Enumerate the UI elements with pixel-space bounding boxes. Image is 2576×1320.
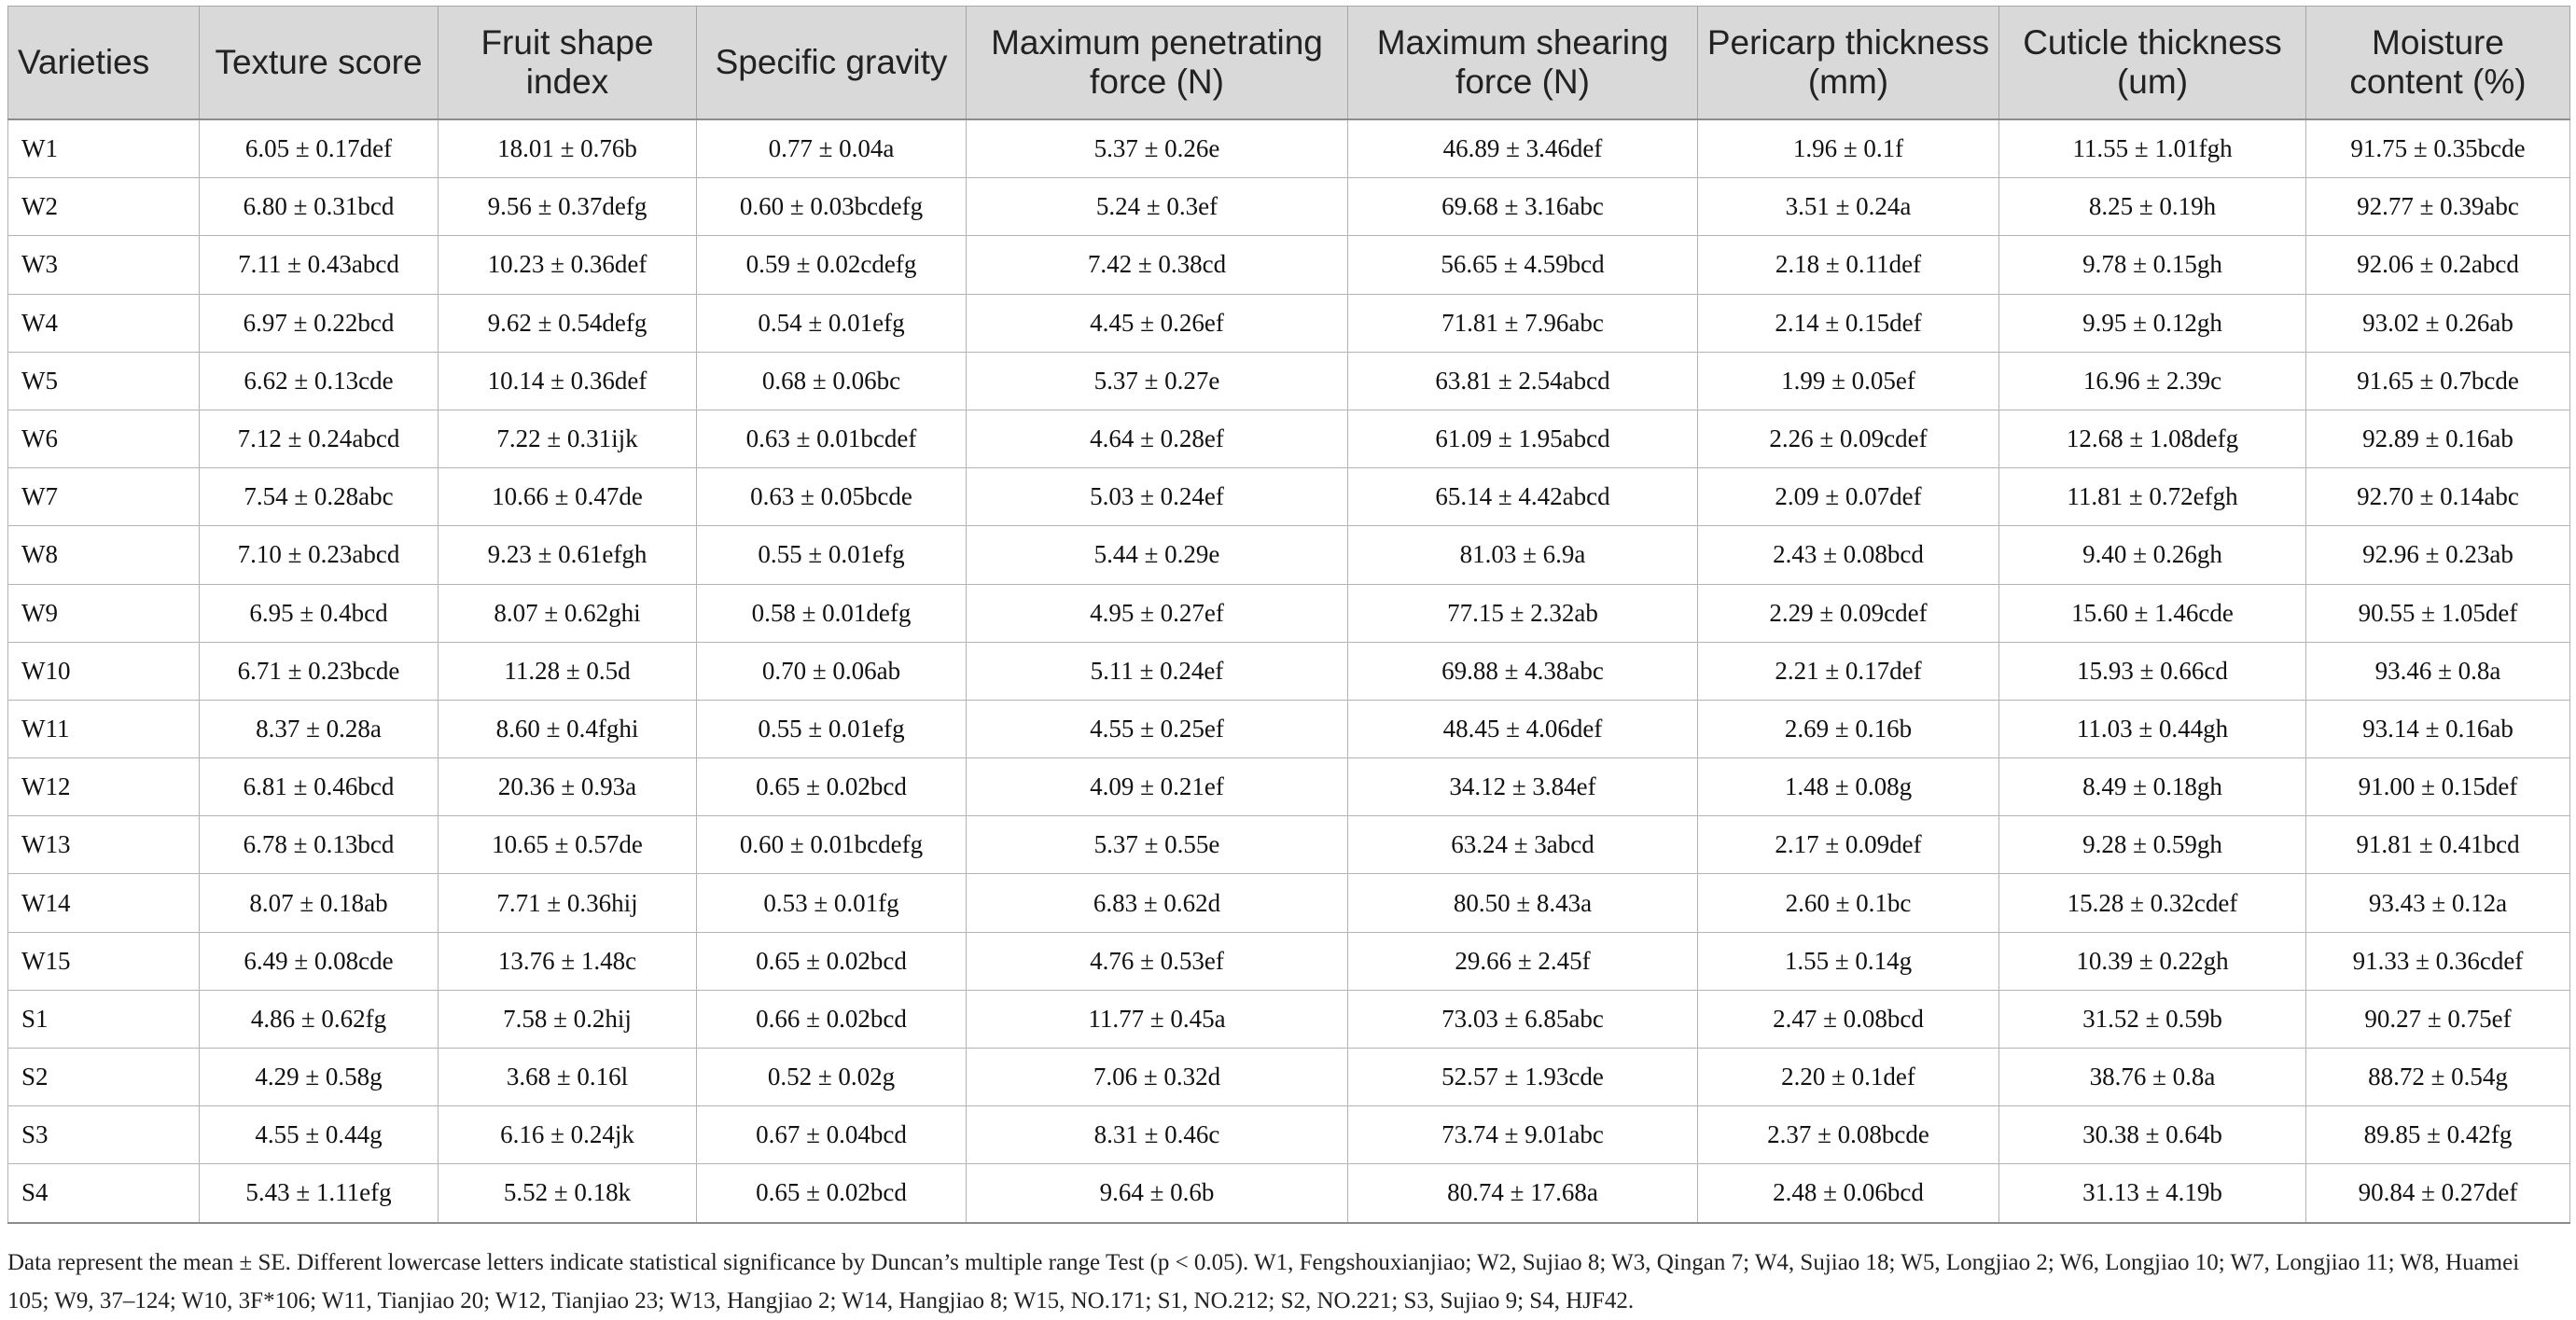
- header-varieties: Varieties: [8, 7, 200, 120]
- table-cell: 80.74 ± 17.68a: [1348, 1164, 1698, 1223]
- table-cell: 48.45 ± 4.06def: [1348, 700, 1698, 757]
- table-cell: 0.65 ± 0.02bcd: [697, 1164, 967, 1223]
- table-cell: 52.57 ± 1.93cde: [1348, 1049, 1698, 1106]
- table-cell: 2.48 ± 0.06bcd: [1698, 1164, 1999, 1223]
- table-cell: 91.33 ± 0.36cdef: [2306, 932, 2570, 990]
- header-moisture-content: Moisture content (%): [2306, 7, 2570, 120]
- table-cell: 2.29 ± 0.09cdef: [1698, 584, 1999, 642]
- variety-cell: W7: [8, 468, 200, 526]
- header-max-shearing-force: Maximum shearing force (N): [1348, 7, 1698, 120]
- table-cell: 4.29 ± 0.58g: [200, 1049, 439, 1106]
- table-cell: 2.09 ± 0.07def: [1698, 468, 1999, 526]
- table-cell: 4.09 ± 0.21ef: [967, 758, 1348, 816]
- table-cell: 0.67 ± 0.04bcd: [697, 1106, 967, 1164]
- table-cell: 90.27 ± 0.75ef: [2306, 990, 2570, 1048]
- table-cell: 0.70 ± 0.06ab: [697, 642, 967, 700]
- table-cell: 88.72 ± 0.54g: [2306, 1049, 2570, 1106]
- table-cell: 7.11 ± 0.43abcd: [200, 236, 439, 294]
- table-cell: 30.38 ± 0.64b: [1999, 1106, 2306, 1164]
- variety-cell: W9: [8, 584, 200, 642]
- table-cell: 4.76 ± 0.53ef: [967, 932, 1348, 990]
- table-cell: 63.24 ± 3abcd: [1348, 816, 1698, 874]
- table-cell: 7.10 ± 0.23abcd: [200, 526, 439, 584]
- table-cell: 1.55 ± 0.14g: [1698, 932, 1999, 990]
- table-cell: 15.93 ± 0.66cd: [1999, 642, 2306, 700]
- table-cell: 80.50 ± 8.43a: [1348, 874, 1698, 932]
- header-fruit-shape-index: Fruit shape index: [439, 7, 697, 120]
- table-cell: 5.43 ± 1.11efg: [200, 1164, 439, 1223]
- table-cell: 2.60 ± 0.1bc: [1698, 874, 1999, 932]
- table-cell: 92.06 ± 0.2abcd: [2306, 236, 2570, 294]
- table-cell: 4.55 ± 0.44g: [200, 1106, 439, 1164]
- table-cell: 93.43 ± 0.12a: [2306, 874, 2570, 932]
- table-row: [8, 816, 2570, 874]
- table-cell: 0.54 ± 0.01efg: [697, 294, 967, 352]
- variety-cell: S4: [8, 1164, 200, 1223]
- table-cell: 0.60 ± 0.01bcdefg: [697, 816, 967, 874]
- table-cell: 5.03 ± 0.24ef: [967, 468, 1348, 526]
- table-cell: 91.81 ± 0.41bcd: [2306, 816, 2570, 874]
- table-cell: 6.71 ± 0.23bcde: [200, 642, 439, 700]
- table-cell: 0.55 ± 0.01efg: [697, 526, 967, 584]
- variety-cell: S2: [8, 1049, 200, 1106]
- table-cell: 0.52 ± 0.02g: [697, 1049, 967, 1106]
- table-cell: 2.21 ± 0.17def: [1698, 642, 1999, 700]
- table-cell: 0.66 ± 0.02bcd: [697, 990, 967, 1048]
- table-cell: 9.23 ± 0.61efgh: [439, 526, 697, 584]
- table-cell: 11.55 ± 1.01fgh: [1999, 119, 2306, 178]
- table-cell: 93.14 ± 0.16ab: [2306, 700, 2570, 757]
- table-cell: 69.88 ± 4.38abc: [1348, 642, 1698, 700]
- table-cell: 6.97 ± 0.22bcd: [200, 294, 439, 352]
- table-cell: 34.12 ± 3.84ef: [1348, 758, 1698, 816]
- table-cell: 6.80 ± 0.31bcd: [200, 178, 439, 236]
- table-row: [8, 1164, 2570, 1223]
- table-cell: 38.76 ± 0.8a: [1999, 1049, 2306, 1106]
- table-row: [8, 700, 2570, 757]
- table-cell: 4.86 ± 0.62fg: [200, 990, 439, 1048]
- table-cell: 10.65 ± 0.57de: [439, 816, 697, 874]
- table-cell: 4.95 ± 0.27ef: [967, 584, 1348, 642]
- table-row: [8, 1049, 2570, 1106]
- table-row: [8, 352, 2570, 410]
- table-cell: 6.62 ± 0.13cde: [200, 352, 439, 410]
- table-cell: 6.78 ± 0.13bcd: [200, 816, 439, 874]
- table-cell: 5.37 ± 0.27e: [967, 352, 1348, 410]
- table-cell: 7.71 ± 0.36hij: [439, 874, 697, 932]
- table-row: [8, 758, 2570, 816]
- table-cell: 4.64 ± 0.28ef: [967, 410, 1348, 467]
- table-cell: 90.55 ± 1.05def: [2306, 584, 2570, 642]
- table-cell: 11.03 ± 0.44gh: [1999, 700, 2306, 757]
- table-cell: 0.58 ± 0.01defg: [697, 584, 967, 642]
- table-cell: 91.75 ± 0.35bcde: [2306, 119, 2570, 178]
- table-footnote: Data represent the mean ± SE. Different lowercase letters indicate statistical significance by Duncan’s multiple range Test (p < 0.05). W1, Fengshouxianjiao; W2, Sujiao 8; W3, Qingan 7; W4, Sujiao 18; W5, Longjiao 2; W6, Longjiao 10; W7, Longjiao 11; W8, Huamei 105; W9, 37–124; W10, 3F*106; W11, Tianjiao 20; W12, Tianjiao 23; W13, Hangjiao 2; W14, Hangjiao 8; W15, NO.171; S1, NO.212; S2, NO.221; S3, Sujiao 9; S4, HJF42.: [7, 1250, 2520, 1313]
- table-row: [8, 468, 2570, 526]
- table-header-row: [8, 7, 2570, 120]
- table-cell: 6.95 ± 0.4bcd: [200, 584, 439, 642]
- table-cell: 92.70 ± 0.14abc: [2306, 468, 2570, 526]
- table-cell: 4.45 ± 0.26ef: [967, 294, 1348, 352]
- table-cell: 8.07 ± 0.18ab: [200, 874, 439, 932]
- variety-cell: W1: [8, 119, 200, 178]
- table-cell: 90.84 ± 0.27def: [2306, 1164, 2570, 1223]
- table-cell: 11.81 ± 0.72efgh: [1999, 468, 2306, 526]
- table-cell: 15.28 ± 0.32cdef: [1999, 874, 2306, 932]
- table-cell: 92.89 ± 0.16ab: [2306, 410, 2570, 467]
- table-cell: 0.65 ± 0.02bcd: [697, 932, 967, 990]
- table-cell: 2.20 ± 0.1def: [1698, 1049, 1999, 1106]
- header-max-penetrating-force: Maximum penetrating force (N): [967, 7, 1348, 120]
- variety-cell: W13: [8, 816, 200, 874]
- table-cell: 1.96 ± 0.1f: [1698, 119, 1999, 178]
- table-cell: 1.99 ± 0.05ef: [1698, 352, 1999, 410]
- table-cell: 0.55 ± 0.01efg: [697, 700, 967, 757]
- table-cell: 0.53 ± 0.01fg: [697, 874, 967, 932]
- table-cell: 0.63 ± 0.05bcde: [697, 468, 967, 526]
- table-cell: 13.76 ± 1.48c: [439, 932, 697, 990]
- table-cell: 93.02 ± 0.26ab: [2306, 294, 2570, 352]
- variety-cell: S1: [8, 990, 200, 1048]
- table-body: [8, 119, 2570, 1223]
- table-row: [8, 584, 2570, 642]
- variety-cell: W6: [8, 410, 200, 467]
- table-cell: 3.51 ± 0.24a: [1698, 178, 1999, 236]
- table-cell: 3.68 ± 0.16l: [439, 1049, 697, 1106]
- data-table: [7, 6, 2570, 1224]
- table-cell: 31.52 ± 0.59b: [1999, 990, 2306, 1048]
- table-cell: 9.62 ± 0.54defg: [439, 294, 697, 352]
- table-cell: 5.11 ± 0.24ef: [967, 642, 1348, 700]
- table-cell: 91.00 ± 0.15def: [2306, 758, 2570, 816]
- table-cell: 8.07 ± 0.62ghi: [439, 584, 697, 642]
- table-cell: 2.69 ± 0.16b: [1698, 700, 1999, 757]
- variety-cell: W2: [8, 178, 200, 236]
- table-row: [8, 990, 2570, 1048]
- table-cell: 2.37 ± 0.08bcde: [1698, 1106, 1999, 1164]
- table-cell: 8.60 ± 0.4fghi: [439, 700, 697, 757]
- table-row: [8, 932, 2570, 990]
- table-cell: 12.68 ± 1.08defg: [1999, 410, 2306, 467]
- table-cell: 0.63 ± 0.01bcdef: [697, 410, 967, 467]
- table-cell: 18.01 ± 0.76b: [439, 119, 697, 178]
- table-cell: 46.89 ± 3.46def: [1348, 119, 1698, 178]
- table-cell: 15.60 ± 1.46cde: [1999, 584, 2306, 642]
- table-row: [8, 642, 2570, 700]
- table-cell: 8.49 ± 0.18gh: [1999, 758, 2306, 816]
- header-texture-score: Texture score: [200, 7, 439, 120]
- table-cell: 9.56 ± 0.37defg: [439, 178, 697, 236]
- table-cell: 73.03 ± 6.85abc: [1348, 990, 1698, 1048]
- variety-cell: W8: [8, 526, 200, 584]
- table-cell: 89.85 ± 0.42fg: [2306, 1106, 2570, 1164]
- table-cell: 5.24 ± 0.3ef: [967, 178, 1348, 236]
- table-row: [8, 1106, 2570, 1164]
- variety-cell: W3: [8, 236, 200, 294]
- variety-cell: W4: [8, 294, 200, 352]
- table-cell: 11.77 ± 0.45a: [967, 990, 1348, 1048]
- table-cell: 8.31 ± 0.46c: [967, 1106, 1348, 1164]
- table-cell: 5.52 ± 0.18k: [439, 1164, 697, 1223]
- table-cell: 10.14 ± 0.36def: [439, 352, 697, 410]
- table-cell: 0.60 ± 0.03bcdefg: [697, 178, 967, 236]
- table-cell: 11.28 ± 0.5d: [439, 642, 697, 700]
- table-cell: 5.37 ± 0.26e: [967, 119, 1348, 178]
- table-cell: 73.74 ± 9.01abc: [1348, 1106, 1698, 1164]
- table-row: [8, 294, 2570, 352]
- table-cell: 4.55 ± 0.25ef: [967, 700, 1348, 757]
- table-cell: 92.96 ± 0.23ab: [2306, 526, 2570, 584]
- table-cell: 2.47 ± 0.08bcd: [1698, 990, 1999, 1048]
- header-specific-gravity: Specific gravity: [697, 7, 967, 120]
- table-row: [8, 526, 2570, 584]
- table-cell: 81.03 ± 6.9a: [1348, 526, 1698, 584]
- table-cell: 5.37 ± 0.55e: [967, 816, 1348, 874]
- header-pericarp-thickness: Pericarp thickness (mm): [1698, 7, 1999, 120]
- table-row: [8, 236, 2570, 294]
- table-row: [8, 119, 2570, 178]
- table-cell: 8.37 ± 0.28a: [200, 700, 439, 757]
- table-cell: 6.81 ± 0.46bcd: [200, 758, 439, 816]
- table-cell: 69.68 ± 3.16abc: [1348, 178, 1698, 236]
- table-cell: 6.49 ± 0.08cde: [200, 932, 439, 990]
- variety-cell: W14: [8, 874, 200, 932]
- table-cell: 61.09 ± 1.95abcd: [1348, 410, 1698, 467]
- table-cell: 1.48 ± 0.08g: [1698, 758, 1999, 816]
- table-cell: 2.17 ± 0.09def: [1698, 816, 1999, 874]
- table-cell: 9.78 ± 0.15gh: [1999, 236, 2306, 294]
- table-cell: 9.28 ± 0.59gh: [1999, 816, 2306, 874]
- table-row: [8, 874, 2570, 932]
- table-cell: 20.36 ± 0.93a: [439, 758, 697, 816]
- table-cell: 10.66 ± 0.47de: [439, 468, 697, 526]
- table-cell: 77.15 ± 2.32ab: [1348, 584, 1698, 642]
- table-cell: 63.81 ± 2.54abcd: [1348, 352, 1698, 410]
- table-cell: 2.18 ± 0.11def: [1698, 236, 1999, 294]
- table-cell: 31.13 ± 4.19b: [1999, 1164, 2306, 1223]
- table-cell: 7.22 ± 0.31ijk: [439, 410, 697, 467]
- variety-cell: W15: [8, 932, 200, 990]
- table-cell: 7.58 ± 0.2hij: [439, 990, 697, 1048]
- variety-cell: W12: [8, 758, 200, 816]
- variety-cell: W11: [8, 700, 200, 757]
- table-cell: 71.81 ± 7.96abc: [1348, 294, 1698, 352]
- table-cell: 6.16 ± 0.24jk: [439, 1106, 697, 1164]
- header-cuticle-thickness: Cuticle thickness (um): [1999, 7, 2306, 120]
- table-cell: 56.65 ± 4.59bcd: [1348, 236, 1698, 294]
- table-cell: 29.66 ± 2.45f: [1348, 932, 1698, 990]
- table-cell: 16.96 ± 2.39c: [1999, 352, 2306, 410]
- table-cell: 6.05 ± 0.17def: [200, 119, 439, 178]
- table-cell: 0.68 ± 0.06bc: [697, 352, 967, 410]
- table-cell: 7.06 ± 0.32d: [967, 1049, 1348, 1106]
- table-row: [8, 178, 2570, 236]
- table-cell: 9.40 ± 0.26gh: [1999, 526, 2306, 584]
- table-cell: 93.46 ± 0.8a: [2306, 642, 2570, 700]
- table-cell: 5.44 ± 0.29e: [967, 526, 1348, 584]
- table-cell: 10.23 ± 0.36def: [439, 236, 697, 294]
- table-cell: 9.95 ± 0.12gh: [1999, 294, 2306, 352]
- table-cell: 2.43 ± 0.08bcd: [1698, 526, 1999, 584]
- table-cell: 92.77 ± 0.39abc: [2306, 178, 2570, 236]
- table-cell: 6.83 ± 0.62d: [967, 874, 1348, 932]
- table-cell: 2.14 ± 0.15def: [1698, 294, 1999, 352]
- table-cell: 8.25 ± 0.19h: [1999, 178, 2306, 236]
- table-cell: 0.77 ± 0.04a: [697, 119, 967, 178]
- table-cell: 7.12 ± 0.24abcd: [200, 410, 439, 467]
- table-row: [8, 410, 2570, 467]
- table-cell: 91.65 ± 0.7bcde: [2306, 352, 2570, 410]
- table-cell: 7.42 ± 0.38cd: [967, 236, 1348, 294]
- table-cell: 65.14 ± 4.42abcd: [1348, 468, 1698, 526]
- table-cell: 0.59 ± 0.02cdefg: [697, 236, 967, 294]
- table-cell: 7.54 ± 0.28abc: [200, 468, 439, 526]
- table-cell: 0.65 ± 0.02bcd: [697, 758, 967, 816]
- variety-cell: W5: [8, 352, 200, 410]
- table-cell: 10.39 ± 0.22gh: [1999, 932, 2306, 990]
- table-cell: 9.64 ± 0.6b: [967, 1164, 1348, 1223]
- variety-cell: W10: [8, 642, 200, 700]
- variety-cell: S3: [8, 1106, 200, 1164]
- table-cell: 2.26 ± 0.09cdef: [1698, 410, 1999, 467]
